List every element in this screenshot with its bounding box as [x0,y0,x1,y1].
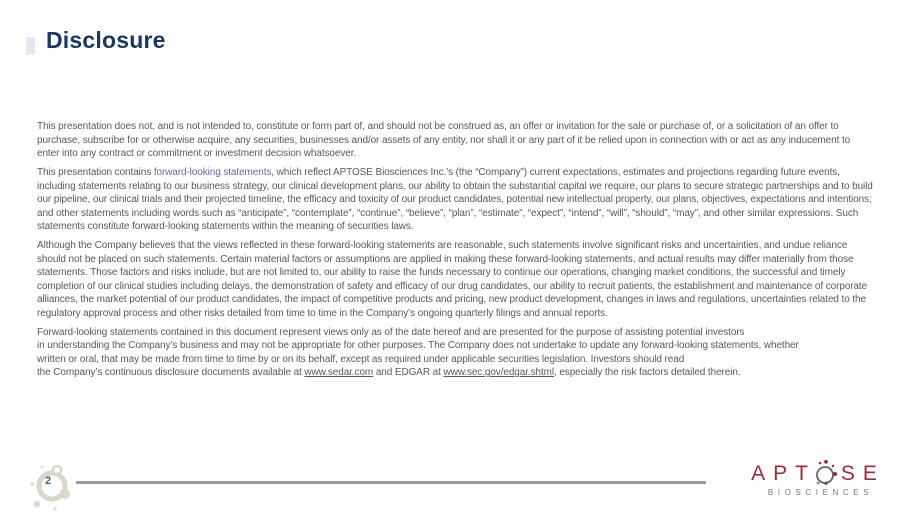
p4-line4-mid: and EDGAR at [373,367,444,378]
logo-text-se: SE [840,461,885,485]
paragraph-risks: Although the Company believes that the views reflected in these forward-looking statements are reasonable, such statements involve significant risks and uncertainties, and undue reliance should not be placed on such statements. Certain material factors or assumptions are applied in making these forward-looking statements, and actual results may differ materially from those statements. Those factors and risks include, but are not limited to, our ability to raise the funds necessary to continue our operations, changing market conditions, the successful and timely completion of our clinical studies including delays, the demonstration of safety and efficacy of our drug candidates, our ability to recruit patients, the establishment and maintenance of corporate alliances, the market potential of our product candidates, the impact of competitive products and pricing, new product development, changes in laws and regulations, uncertainties related to the regulatory approval process and other risks detailed from time to time in the Company’s ongoing quarterly filings and annual reports. [37,240,868,319]
p4-line4-after: , especially the risk factors detailed therein. [553,367,741,378]
p2-text-before: This presentation contains [37,167,154,178]
logo-text-apt: APT [751,461,816,485]
title-accent-bar [26,37,35,55]
molecule-o-icon [812,460,839,487]
footer-divider-line [76,481,706,484]
paragraph-offer-disclaimer: This presentation does not, and is not intended to, constitute or form part of, and should not be construed as, an offer or invitation for the sale or purchase of, or a solicitation of an offer to purchase, subscribe for or otherwise acquire, any securities, businesses and/or assets of any entity, nor shall it or any part of it be relied upon in connection with or act as any inducement to enter into any contract or commitment or investment decision whatsoever. [37,121,851,159]
molecule-badge-icon [24,463,80,512]
forward-looking-statements-highlight: forward-looking statements [153,167,272,178]
p4-line-3: written or oral, that may be made from time to time by or on its behalf, except as required under applicable securities legislation. Investors should read [37,353,685,365]
p4-line-1: Forward-looking statements contained in this document represent views only as of the date hereof and are presented for the purpose of assisting potential investors [37,326,745,338]
logo-subtitle: BIOSCIENCES [767,488,874,497]
p4-line4-before: the Company’s continuous disclosure documents available at [37,367,305,378]
aptose-logo-wordmark [728,460,908,487]
sedar-link[interactable]: www.sedar.com [304,367,374,378]
page-title: Disclosure [46,27,166,53]
aptose-logo [728,460,908,497]
page-number: 2 [45,475,52,487]
paragraph-forward-looking [37,166,873,234]
page-number-badge [24,463,80,512]
paragraph-date-of-views [37,326,873,380]
disclosure-body [37,120,873,385]
p4-line-4 [37,366,873,380]
sec-edgar-link[interactable]: www.sec.gov/edgar.shtml [443,367,554,378]
p4-line-2: in understanding the Company’s business and may not be appropriate for other purposes. The Company does not undertake to update any forward-looking statements, whether [37,340,799,351]
p2-text-after: , which reflect APTOSE Biosciences Inc.’s (the “Company”) current expectations, estimates and projections regarding future events, including statements relating to our business strategy, our clinical development plans, our ability to obtain the substantial capital we require, our plans to secure strategic partnerships and to build our pipeline, our clinical trials and their projected timeline, the efficacy and toxicity of our product candidates, potential new intellectual property, our plans, objectives, expectations and intentions; and other statements including words such as “anticipate”, “contemplate”, “continue”, “believe”, “plan”, “estimate”, “expect”, “intend”, “will”, “should”, “may”, and other similar expressions. Such statements constitute forward-looking statements within the meaning of securities laws. [37,167,873,232]
